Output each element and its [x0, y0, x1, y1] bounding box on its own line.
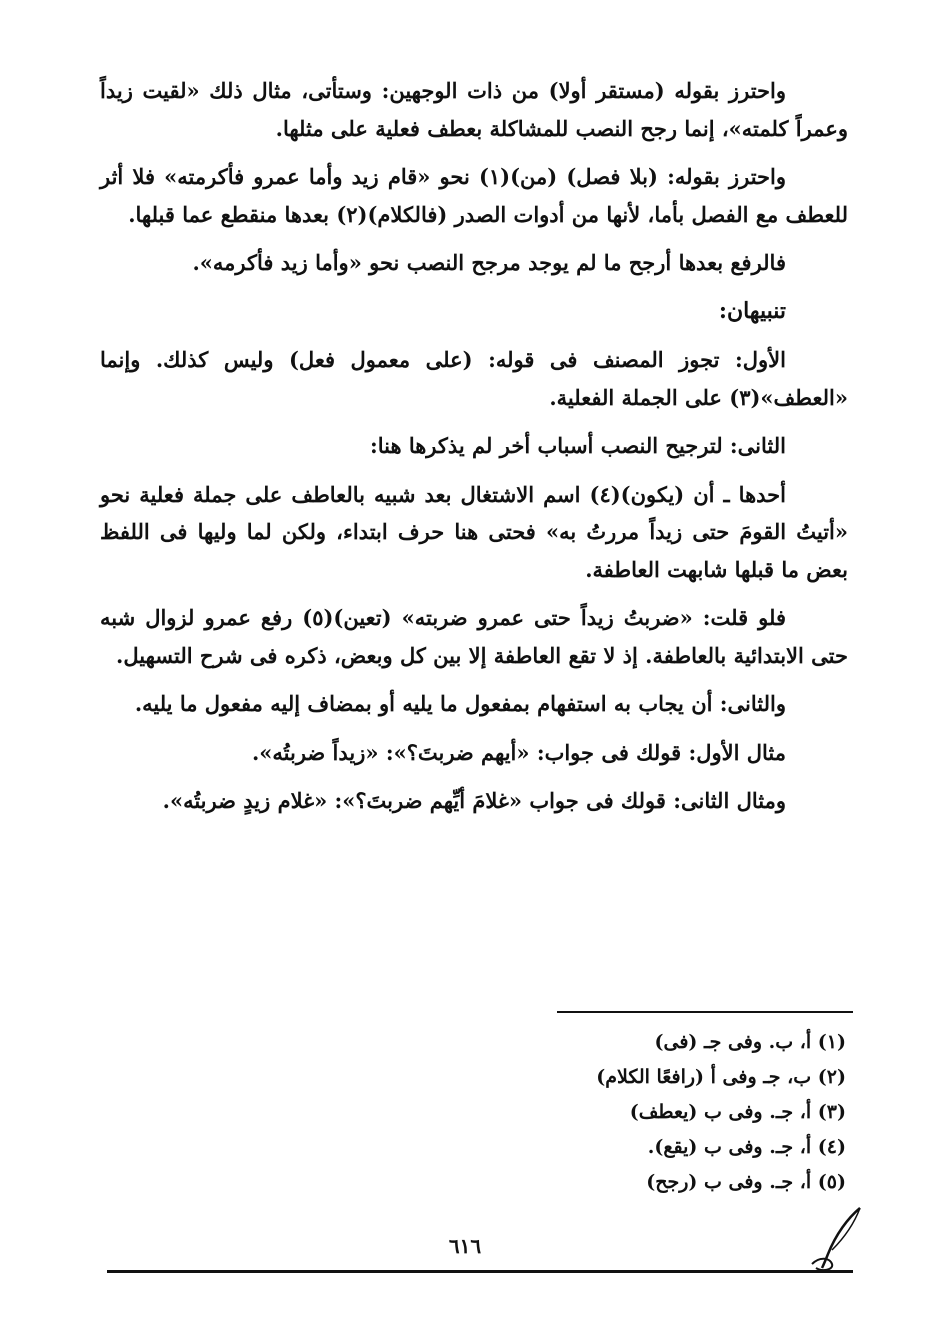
footnotes [426, 1025, 846, 1200]
footnote: (٣) أ، جـ. وفى ب (يعطف) [629, 1101, 846, 1123]
paragraph: فالرفع بعدها أرجح ما لم يوجد مرجح النصب نحو «وأما زيد فأكرمه». [192, 250, 786, 275]
paragraph: أحدها ـ أن (يكون)(٤) اسم الاشتغال بعد شبيه بالعاطف على جملة فعلية نحو «أتيتُ القومَ حتى زيداً مررتُ به» فحتى هنا حرف ابتداء، ولكن لما وليها فى اللفظ بعض ما قبلها شابهت العاطفة. [100, 481, 848, 582]
bottom-rule [107, 1270, 853, 1273]
paragraph: الثانى: لترجيح النصب أسباب أخر لم يذكرها هنا: [369, 433, 786, 458]
quill-icon [808, 1204, 868, 1274]
paragraph: واحترز بقوله: (بلا فصل) (من)(١) نحو «قام زيد وأما عمرو فأكرمته» فلا أثر للعطف مع الفصل بأما، لأنها من أدوات الصدر (فالكلام)(٢) بعدها منقطع عما قبلها. [100, 164, 848, 227]
paragraph: ومثال الثانى: قولك فى جواب «غلامَ أيِّهم ضربتَ؟»: «غلام زيدٍ ضربتُه». [162, 788, 786, 813]
paragraph: واحترز بقوله (مستقر أولا) من ذات الوجهين: وستأتى، مثال ذلك «لقيت زيداً وعمراً كلمته»، إنما رجح النصب للمشاكلة بعطف فعلية على مثلها. [100, 78, 848, 141]
main-text [100, 72, 848, 831]
footnote: (٤) أ، جـ. وفى ب (يقع). [647, 1136, 846, 1158]
paragraph: الأول: تجوز المصنف فى قوله: (على معمول فعل) وليس كذلك. وإنما «العطف»(٣) على الجملة الفعلية. [100, 347, 848, 410]
footnote: (٥) أ، جـ. وفى ب (رجح) [646, 1171, 846, 1193]
section-heading: تنبيهان: [718, 297, 786, 324]
footnote: (١) أ، ب. وفى جـ (فى) [654, 1031, 846, 1053]
footnote: (٢) ب، جـ وفى أ (رافعًا الكلام) [596, 1066, 846, 1088]
paragraph: مثال الأول: قولك فى جواب: «أيهم ضربتَ؟»: «زيداً ضربتُه». [251, 739, 786, 765]
paragraph: فلو قلت: «ضربتُ زيداً حتى عمرو ضربته» (تعين)(٥) رفع عمرو لزوال شبه حتى الابتدائية بالعاطفة. إذ لا تقع العاطفة إلا بين كل وبعض، ذكره فى شرح التسهيل. [100, 605, 848, 668]
footnote-divider [557, 1011, 853, 1013]
page-number: ٦١٦ [448, 1234, 482, 1258]
paragraph: والثانى: أن يجاب به استفهام بمفعول ما يليه أو بمضاف إليه مفعول ما يليه. [134, 691, 786, 716]
